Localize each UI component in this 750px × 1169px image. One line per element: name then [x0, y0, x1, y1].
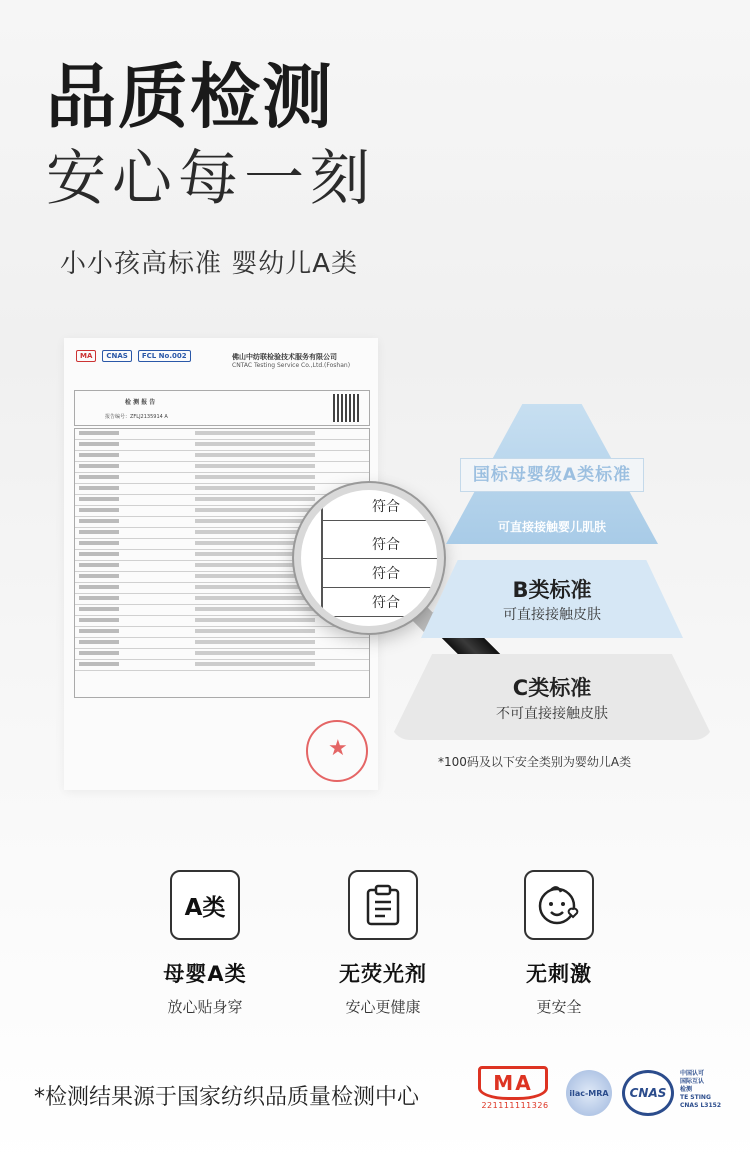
table-row [75, 440, 369, 451]
cnas-mini-logo: CNAS [102, 350, 131, 362]
headline-title: 品质检测 [46, 56, 334, 138]
clipboard-icon [348, 870, 418, 940]
feature-subtitle: 安心更健康 [345, 998, 421, 1016]
table-row [75, 429, 369, 440]
report-number: 报告编号：ZFLJ2135914 A [105, 414, 168, 420]
feature-title: 无荧光剂 [339, 962, 427, 986]
fcl-mini-logo: FCL No.002 [138, 350, 191, 362]
table-row [75, 451, 369, 462]
a-class-icon-text: A类 [184, 894, 226, 921]
cnas-logo: CNAS [622, 1070, 674, 1116]
pyramid-top-title: 国标母婴级A类标准 [472, 465, 632, 485]
magnified-value: 符合 [321, 530, 444, 559]
table-row [75, 649, 369, 660]
cnas-caption-line: 国际互认 [680, 1078, 705, 1085]
cnas-caption-line: CNAS L3152 [680, 1102, 722, 1109]
report-logos [76, 350, 191, 362]
table-row [75, 473, 369, 484]
magnified-value: 符合 [321, 559, 444, 588]
table-row [75, 462, 369, 473]
cnas-caption [680, 1070, 721, 1110]
headline [46, 56, 376, 216]
pyramid-mid-subtitle: 可直接接触皮肤 [503, 607, 601, 623]
headline-subtitle: 小小孩高标准 婴幼儿A类 [60, 249, 359, 279]
table-row [75, 660, 369, 671]
official-seal-icon [306, 720, 368, 782]
feature-a-class [135, 870, 275, 1017]
feature-no-irritation [489, 870, 629, 1017]
table-row [75, 638, 369, 649]
report-org-name-en: CNTAC Testing Service Co.,Ltd.(Foshan) [232, 362, 351, 369]
pyramid-note: *100码及以下安全类别为婴幼儿A类 [438, 755, 632, 769]
cnas-caption-line: TE STING [680, 1094, 711, 1101]
cnas-caption-line: 检测 [680, 1086, 693, 1093]
report-header-box [74, 390, 370, 426]
magnified-value: 符合 [321, 492, 444, 521]
headline-slogan: 安心每一刻 [46, 144, 376, 214]
table-row [75, 627, 369, 638]
feature-subtitle: 更安全 [536, 998, 582, 1016]
report-title: 检 测 报 告 [125, 399, 156, 406]
feature-subtitle: 放心贴身穿 [167, 998, 243, 1016]
baby-face-icon [524, 870, 594, 940]
a-class-icon [170, 870, 240, 940]
ilac-mra-logo: ilac-MRA [566, 1070, 612, 1116]
feature-title: 母婴A类 [163, 962, 247, 986]
pyramid-bottom-title: C类标准 [512, 676, 592, 700]
magnified-value: 符合 [321, 588, 444, 617]
qr-code-icon [333, 394, 359, 422]
cma-cert-logo [478, 1066, 552, 1116]
cma-mark: MA [478, 1066, 548, 1100]
cma-number: 221111111326 [481, 1101, 549, 1110]
cnas-caption-line: 中国认可 [680, 1070, 705, 1077]
pyramid-top-subtitle: 可直接接触婴儿肌肤 [497, 520, 606, 534]
feature-title: 无刺激 [526, 962, 592, 986]
cma-mini-logo: MA [76, 350, 96, 362]
pyramid-bottom-subtitle: 不可直接接触皮肤 [496, 706, 608, 722]
test-source-note: *检测结果源于国家纺织品质量检测中心 [34, 1085, 420, 1110]
report-org-name: 佛山中纺联检验技术服务有限公司 [232, 353, 337, 361]
pyramid-mid-title: B类标准 [512, 578, 592, 602]
pyramid-top-banner [460, 458, 644, 492]
feature-no-fluorescent [313, 870, 453, 1017]
